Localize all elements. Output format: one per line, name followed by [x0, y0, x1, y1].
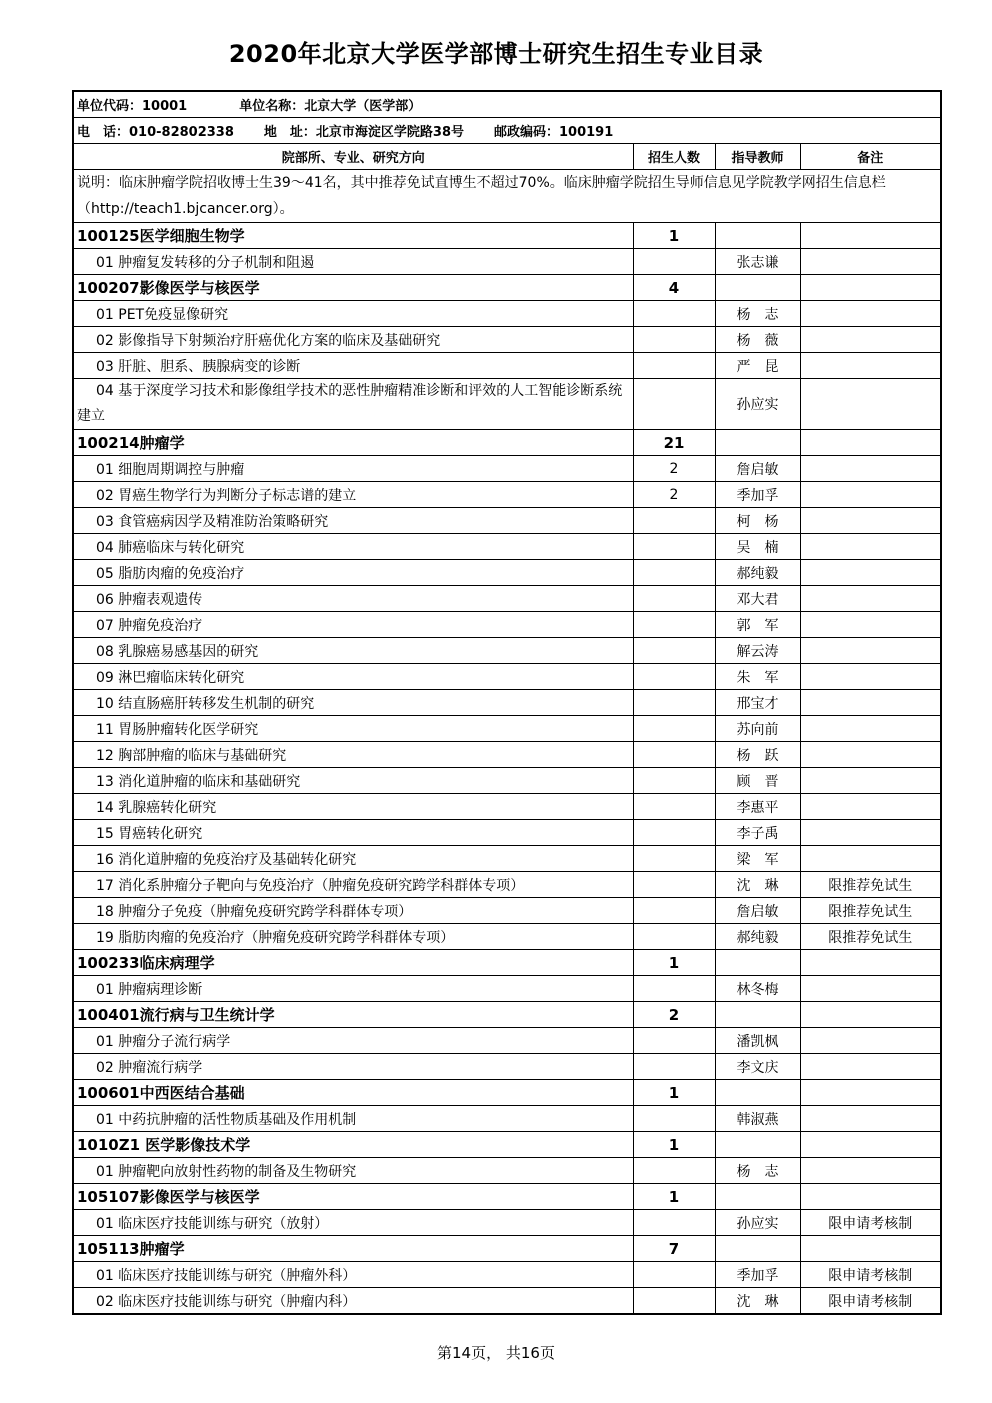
- major-name: 105113肿瘤学: [73, 1236, 633, 1262]
- note-text: 说明：临床肿瘤学院招收博士生39～41名，其中推荐免试直博生不超过70%。临床肿瘤学院招生导师信息见学院教学网招生信息栏（http://teach1.bjcancer.org）。: [73, 170, 941, 223]
- direction-name: 02 临床医疗技能训练与研究（肿瘤内科）: [73, 1288, 633, 1315]
- direction-count: [633, 379, 715, 430]
- major-count: 1: [633, 1184, 715, 1210]
- direction-name: 01 肿瘤复发转移的分子机制和阻遏: [73, 249, 633, 275]
- direction-count: [633, 794, 715, 820]
- direction-row: [73, 327, 941, 353]
- major-note-empty: [800, 1184, 941, 1210]
- direction-row: [73, 482, 941, 508]
- direction-name: 01 肿瘤靶向放射性药物的制备及生物研究: [73, 1158, 633, 1184]
- direction-teacher: 沈 琳: [715, 1288, 800, 1315]
- direction-teacher: 李文庆: [715, 1054, 800, 1080]
- direction-row: [73, 612, 941, 638]
- direction-row: [73, 638, 941, 664]
- direction-name: 01 细胞周期调控与肿瘤: [73, 456, 633, 482]
- major-teacher-empty: [715, 1132, 800, 1158]
- direction-remark: [800, 560, 941, 586]
- direction-name: 01 肿瘤分子流行病学: [73, 1028, 633, 1054]
- major-teacher-empty: [715, 1002, 800, 1028]
- direction-name: 13 消化道肿瘤的临床和基础研究: [73, 768, 633, 794]
- direction-remark: [800, 1028, 941, 1054]
- direction-count: [633, 353, 715, 379]
- direction-teacher: 郭 军: [715, 612, 800, 638]
- direction-teacher: 杨 薇: [715, 327, 800, 353]
- direction-remark: [800, 638, 941, 664]
- direction-count: [633, 327, 715, 353]
- direction-name: 09 淋巴瘤临床转化研究: [73, 664, 633, 690]
- page-footer: 第14页， 共16页: [437, 1344, 555, 1362]
- direction-row: [73, 534, 941, 560]
- direction-teacher: 李子禹: [715, 820, 800, 846]
- direction-count: [633, 534, 715, 560]
- direction-teacher: 李惠平: [715, 794, 800, 820]
- header-teacher: 指导教师: [715, 144, 800, 170]
- direction-row: [73, 664, 941, 690]
- direction-name: 18 肿瘤分子免疫（肿瘤免疫研究跨学科群体专项）: [73, 898, 633, 924]
- direction-teacher: 邢宝才: [715, 690, 800, 716]
- direction-teacher: 郝纯毅: [715, 924, 800, 950]
- major-teacher-empty: [715, 1236, 800, 1262]
- direction-remark: 限申请考核制: [800, 1262, 941, 1288]
- direction-remark: [800, 586, 941, 612]
- direction-row: [73, 456, 941, 482]
- direction-remark: 限推荐免试生: [800, 898, 941, 924]
- direction-remark: [800, 327, 941, 353]
- phone: 电 话：010-82802338: [77, 125, 234, 140]
- header-row: [73, 144, 941, 170]
- direction-row: [73, 301, 941, 327]
- major-note-empty: [800, 223, 941, 249]
- direction-teacher: 孙应实: [715, 379, 800, 430]
- direction-name: 14 乳腺癌转化研究: [73, 794, 633, 820]
- direction-row: [73, 586, 941, 612]
- major-name: 105107影像医学与核医学: [73, 1184, 633, 1210]
- direction-name: 15 胃癌转化研究: [73, 820, 633, 846]
- direction-teacher: 吴 楠: [715, 534, 800, 560]
- direction-row: [73, 1158, 941, 1184]
- direction-count: [633, 1210, 715, 1236]
- direction-remark: 限推荐免试生: [800, 872, 941, 898]
- major-name: 100233临床病理学: [73, 950, 633, 976]
- direction-remark: [800, 768, 941, 794]
- direction-teacher: 张志谦: [715, 249, 800, 275]
- direction-remark: [800, 379, 941, 430]
- direction-row: [73, 1288, 941, 1315]
- direction-teacher: 邓大君: [715, 586, 800, 612]
- direction-row: [73, 820, 941, 846]
- direction-row: [73, 379, 941, 430]
- header-remark: 备注: [800, 144, 941, 170]
- header-direction: 院部所、专业、研究方向: [73, 144, 633, 170]
- direction-count: [633, 924, 715, 950]
- direction-count: 2: [633, 456, 715, 482]
- unit-name: 单位名称：北京大学（医学部）: [239, 99, 422, 114]
- major-row: [73, 223, 941, 249]
- direction-name: 02 胃癌生物学行为判断分子标志谱的建立: [73, 482, 633, 508]
- direction-teacher: 严 昆: [715, 353, 800, 379]
- direction-count: [633, 301, 715, 327]
- direction-row: [73, 249, 941, 275]
- direction-row: [73, 976, 941, 1002]
- direction-count: [633, 898, 715, 924]
- direction-teacher: 朱 军: [715, 664, 800, 690]
- direction-row: [73, 898, 941, 924]
- major-name: 100214肿瘤学: [73, 430, 633, 456]
- direction-name: 08 乳腺癌易感基因的研究: [73, 638, 633, 664]
- direction-row: [73, 794, 941, 820]
- direction-teacher: 柯 杨: [715, 508, 800, 534]
- direction-name: 12 胸部肿瘤的临床与基础研究: [73, 742, 633, 768]
- direction-name: 02 影像指导下射频治疗肝癌优化方案的临床及基础研究: [73, 327, 633, 353]
- direction-count: [633, 612, 715, 638]
- major-row: [73, 1236, 941, 1262]
- major-count: 1: [633, 1132, 715, 1158]
- major-row: [73, 1080, 941, 1106]
- major-note-empty: [800, 1080, 941, 1106]
- major-teacher-empty: [715, 430, 800, 456]
- direction-row: [73, 1262, 941, 1288]
- direction-name: 05 脂肪肉瘤的免疫治疗: [73, 560, 633, 586]
- direction-count: [633, 716, 715, 742]
- direction-name: 01 中药抗肿瘤的活性物质基础及作用机制: [73, 1106, 633, 1132]
- direction-name: 16 消化道肿瘤的免疫治疗及基础转化研究: [73, 846, 633, 872]
- direction-name: 01 肿瘤病理诊断: [73, 976, 633, 1002]
- direction-teacher: 郝纯毅: [715, 560, 800, 586]
- direction-name: 11 胃肠肿瘤转化医学研究: [73, 716, 633, 742]
- note-row: [73, 170, 941, 223]
- direction-teacher: 沈 琳: [715, 872, 800, 898]
- direction-teacher: 韩淑燕: [715, 1106, 800, 1132]
- direction-name: 03 食管癌病因学及精准防治策略研究: [73, 508, 633, 534]
- direction-count: [633, 1158, 715, 1184]
- direction-remark: [800, 976, 941, 1002]
- major-count: 7: [633, 1236, 715, 1262]
- major-row: [73, 1002, 941, 1028]
- major-note-empty: [800, 275, 941, 301]
- direction-remark: [800, 794, 941, 820]
- major-teacher-empty: [715, 950, 800, 976]
- direction-row: [73, 353, 941, 379]
- major-name: 1010Z1 医学影像技术学: [73, 1132, 633, 1158]
- major-count: 1: [633, 1080, 715, 1106]
- major-note-empty: [800, 950, 941, 976]
- direction-count: [633, 249, 715, 275]
- direction-remark: [800, 742, 941, 768]
- major-note-empty: [800, 430, 941, 456]
- direction-name: 17 消化系肿瘤分子靶向与免疫治疗（肿瘤免疫研究跨学科群体专项）: [73, 872, 633, 898]
- direction-row: [73, 742, 941, 768]
- direction-teacher: 杨 跃: [715, 742, 800, 768]
- direction-remark: [800, 690, 941, 716]
- major-note-empty: [800, 1132, 941, 1158]
- direction-name: 06 肿瘤表观遗传: [73, 586, 633, 612]
- unit-code: 单位代码：10001: [77, 99, 188, 114]
- direction-remark: [800, 301, 941, 327]
- direction-row: [73, 1106, 941, 1132]
- direction-name: 04 基于深度学习技术和影像组学技术的恶性肿瘤精准诊断和评效的人工智能诊断系统建立: [73, 379, 633, 430]
- major-name: 100401流行病与卫生统计学: [73, 1002, 633, 1028]
- direction-name: 19 脂肪肉瘤的免疫治疗（肿瘤免疫研究跨学科群体专项）: [73, 924, 633, 950]
- direction-teacher: 詹启敏: [715, 898, 800, 924]
- direction-name: 01 临床医疗技能训练与研究（肿瘤外科）: [73, 1262, 633, 1288]
- direction-teacher: 季加孚: [715, 482, 800, 508]
- direction-count: [633, 872, 715, 898]
- direction-name: 01 PET免疫显像研究: [73, 301, 633, 327]
- direction-count: [633, 1288, 715, 1315]
- direction-remark: 限申请考核制: [800, 1210, 941, 1236]
- direction-name: 01 临床医疗技能训练与研究（放射）: [73, 1210, 633, 1236]
- direction-row: [73, 872, 941, 898]
- direction-remark: [800, 456, 941, 482]
- direction-remark: 限推荐免试生: [800, 924, 941, 950]
- direction-row: [73, 690, 941, 716]
- direction-teacher: 杨 志: [715, 1158, 800, 1184]
- major-count: 2: [633, 1002, 715, 1028]
- direction-row: [73, 716, 941, 742]
- direction-row: [73, 1054, 941, 1080]
- direction-teacher: 杨 志: [715, 301, 800, 327]
- direction-remark: [800, 482, 941, 508]
- direction-count: [633, 820, 715, 846]
- direction-count: 2: [633, 482, 715, 508]
- direction-name: 07 肿瘤免疫治疗: [73, 612, 633, 638]
- major-count: 4: [633, 275, 715, 301]
- header-count: 招生人数: [633, 144, 715, 170]
- major-count: 21: [633, 430, 715, 456]
- direction-teacher: 解云涛: [715, 638, 800, 664]
- major-teacher-empty: [715, 223, 800, 249]
- direction-remark: [800, 664, 941, 690]
- major-row: [73, 1132, 941, 1158]
- major-name: 100125医学细胞生物学: [73, 223, 633, 249]
- direction-count: [633, 976, 715, 1002]
- direction-teacher: 苏向前: [715, 716, 800, 742]
- direction-row: [73, 1028, 941, 1054]
- direction-remark: 限申请考核制: [800, 1288, 941, 1315]
- direction-row: [73, 1210, 941, 1236]
- direction-remark: [800, 508, 941, 534]
- major-row: [73, 430, 941, 456]
- contact-row: [73, 118, 941, 144]
- direction-row: [73, 768, 941, 794]
- direction-count: [633, 1028, 715, 1054]
- direction-remark: [800, 534, 941, 560]
- direction-row: [73, 924, 941, 950]
- direction-remark: [800, 1106, 941, 1132]
- direction-teacher: 梁 军: [715, 846, 800, 872]
- direction-remark: [800, 820, 941, 846]
- direction-remark: [800, 353, 941, 379]
- major-note-empty: [800, 1002, 941, 1028]
- direction-name: 02 肿瘤流行病学: [73, 1054, 633, 1080]
- direction-count: [633, 508, 715, 534]
- direction-teacher: 孙应实: [715, 1210, 800, 1236]
- major-count: 1: [633, 223, 715, 249]
- major-row: [73, 275, 941, 301]
- direction-count: [633, 1106, 715, 1132]
- direction-remark: [800, 249, 941, 275]
- postcode: 邮政编码：100191: [494, 125, 614, 140]
- direction-teacher: 季加孚: [715, 1262, 800, 1288]
- direction-row: [73, 846, 941, 872]
- direction-teacher: 顾 晋: [715, 768, 800, 794]
- major-name: 100207影像医学与核医学: [73, 275, 633, 301]
- direction-teacher: 潘凯枫: [715, 1028, 800, 1054]
- major-row: [73, 950, 941, 976]
- unit-info-row: [73, 91, 941, 118]
- direction-count: [633, 1054, 715, 1080]
- major-teacher-empty: [715, 1080, 800, 1106]
- direction-count: [633, 846, 715, 872]
- major-row: [73, 1184, 941, 1210]
- major-name: 100601中西医结合基础: [73, 1080, 633, 1106]
- direction-teacher: 林冬梅: [715, 976, 800, 1002]
- direction-count: [633, 742, 715, 768]
- direction-teacher: 詹启敏: [715, 456, 800, 482]
- major-teacher-empty: [715, 275, 800, 301]
- major-teacher-empty: [715, 1184, 800, 1210]
- direction-row: [73, 508, 941, 534]
- direction-count: [633, 1262, 715, 1288]
- direction-remark: [800, 1054, 941, 1080]
- direction-count: [633, 768, 715, 794]
- direction-remark: [800, 716, 941, 742]
- direction-row: [73, 560, 941, 586]
- address: 地 址：北京市海淀区学院路38号: [263, 125, 464, 140]
- direction-name: 03 肝脏、胆系、胰腺病变的诊断: [73, 353, 633, 379]
- direction-name: 04 肺癌临床与转化研究: [73, 534, 633, 560]
- direction-remark: [800, 612, 941, 638]
- major-count: 1: [633, 950, 715, 976]
- direction-count: [633, 560, 715, 586]
- direction-count: [633, 664, 715, 690]
- catalog-table: [72, 90, 942, 1315]
- major-note-empty: [800, 1236, 941, 1262]
- direction-count: [633, 690, 715, 716]
- direction-count: [633, 586, 715, 612]
- direction-remark: [800, 1158, 941, 1184]
- direction-count: [633, 638, 715, 664]
- direction-name: 10 结直肠癌肝转移发生机制的研究: [73, 690, 633, 716]
- page-title: 2020年北京大学医学部博士研究生招生专业目录: [228, 40, 764, 68]
- direction-remark: [800, 846, 941, 872]
